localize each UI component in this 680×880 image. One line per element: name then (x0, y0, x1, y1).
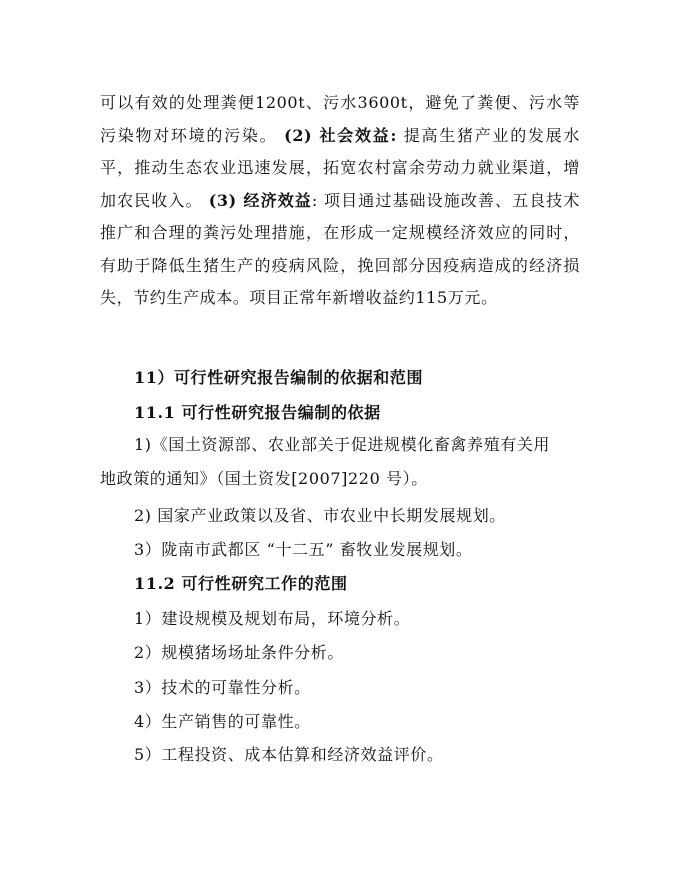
scope-heading: 11.2 可行性研究工作的范围 (134, 574, 348, 593)
social-benefit-text: 提高生猪产业的发展水平，推动生态农业迅速发展，拓宽农村富余劳动力就业渠道，增加农民收入。 (100, 125, 580, 210)
scope-item: 2）规模猪场场址条件分析。 (134, 643, 344, 662)
scope-item: 4）生产销售的可靠性。 (134, 712, 311, 731)
environmental-benefit-text: 可以有效的处理粪便1200t、污水3600t，避免了粪便、污水等污染物对环境的污染。 (100, 93, 580, 145)
basis-heading: 11.1 可行性研究报告编制的依据 (134, 403, 381, 422)
scope-item: 5）工程投资、成本估算和经济效益评价。 (134, 745, 444, 764)
scope-item: 3）技术的可靠性分析。 (134, 678, 311, 697)
economic-benefit-label: (3) 经济效益 (208, 190, 312, 210)
social-benefit-label: (2) 社会效益: (284, 125, 397, 145)
basis-item-3: 3）陇南市武都区 “十二五” 畜牧业发展规划。 (134, 540, 473, 559)
section-heading: 11）可行性研究报告编制的依据和范围 (134, 368, 424, 387)
basis-item-1-line-1: 1)《国土资源部、农业部关于促进规模化畜禽养殖有关用 (134, 435, 551, 454)
basis-item-2: 2) 国家产业政策以及省、市农业中长期发展规划。 (134, 506, 506, 525)
basis-item-1-line-2: 地政策的通知》（国土资发[2007]220 号）。 (100, 469, 428, 488)
economic-benefit-text: : 项目通过基础设施改善、五良技术推广和合理的粪污处理措施，在形成一定规模经济效应的同时，有助于降低生猪生产的疫病风险，挽回部分因疫病造成的经济损失，节约生产成本。项目正常年新增收益约115万元。 (100, 190, 580, 307)
benefits-paragraph (100, 87, 580, 315)
scope-item: 1）建设规模及规划布局，环境分析。 (134, 609, 411, 628)
